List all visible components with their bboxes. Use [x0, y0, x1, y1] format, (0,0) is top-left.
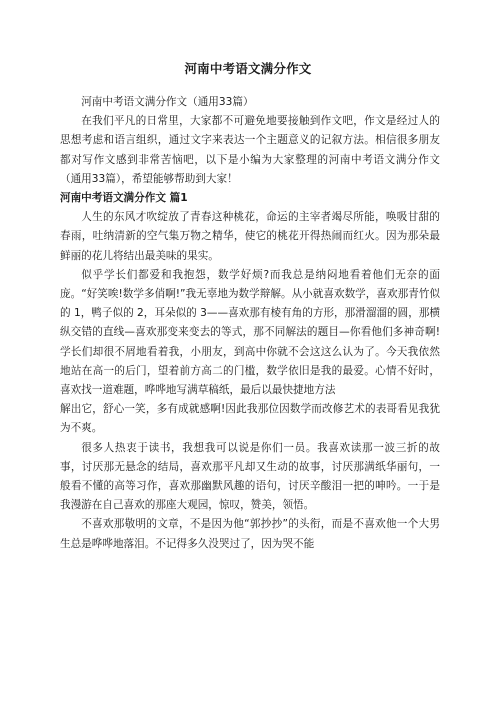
document-body	[60, 93, 440, 554]
document-title: 河南中考语文满分作文	[184, 61, 312, 76]
body-paragraph-1: 人生的东风才吹绽放了青春这种桃花，命运的主宰者竭尽所能，唤吸甘甜的春雨，吐纳清新的空气集万物之精华，使它的桃花开得热闹而红火。因为那朵最鲜丽的花儿将结出最美味的果实。	[60, 211, 440, 262]
body-paragraph-5: 不喜欢那敬明的文章，不是因为他“郭抄抄”的头衔，而是不喜欢他一个大男生总是哗哗地落泪。不记得多久没哭过了，因为哭不能	[60, 518, 440, 550]
body-paragraph-2: 似乎学长们都爱和我抱怨，数学好烦?而我总是纳闷地看着他们无奈的面庞。“好笑唉!数学多俏啊!”我无辜地为数学辩解。从小就喜欢数学，喜欢那青竹似的 1，鸭子似的 2，耳朵似的 3——喜欢那有棱有角的方形，那滑溜溜的圆，那横纵交错的直线—喜欢那变来变去的等式，那不同解法的题目—你看他们多神奇啊!学长们却很不屑地看着我，小朋友，到高中你就不会这这么认为了。今天我依然地站在高一的后门，望着前方高二的门槛，数学依旧是我的最爱。心情不好时，喜欢找一道难题，哗哗地写满草稿纸，最后以最快捷地方法	[60, 268, 440, 397]
section-heading: 河南中考语文满分作文 篇1	[60, 192, 188, 205]
subtitle-paragraph: 河南中考语文满分作文（通用33篇）	[81, 96, 254, 108]
body-paragraph-4: 很多人热衷于读书，我想我可以说是你们一员。我喜欢读那一波三折的故事，讨厌那无悬念的结局，喜欢那平凡却又生动的故事，讨厌那满纸华丽句，一般看不懂的高等习作，喜欢那幽默风趣的语句，讨厌辛酸泪一把的呻吟。一于是我漫游在自己喜欢的那座大观园，惊叹，赞美，领悟。	[60, 441, 440, 512]
intro-paragraph: 在我们平凡的日常里，大家都不可避免地要接触到作文吧，作文是经过人的思想考虑和语言组织，通过文字来表达一个主题意义的记叙方法。相信很多朋友都对写作文感到非常苦恼吧，以下是小编为大家整理的河南中考语文满分作文（通用33篇），希望能够帮助到大家！	[60, 115, 440, 185]
body-paragraph-3: 解出它，舒心一笑，多有成就感啊!因此我那位因数学而改修艺术的表哥看见我犹为不爽。	[60, 403, 440, 435]
